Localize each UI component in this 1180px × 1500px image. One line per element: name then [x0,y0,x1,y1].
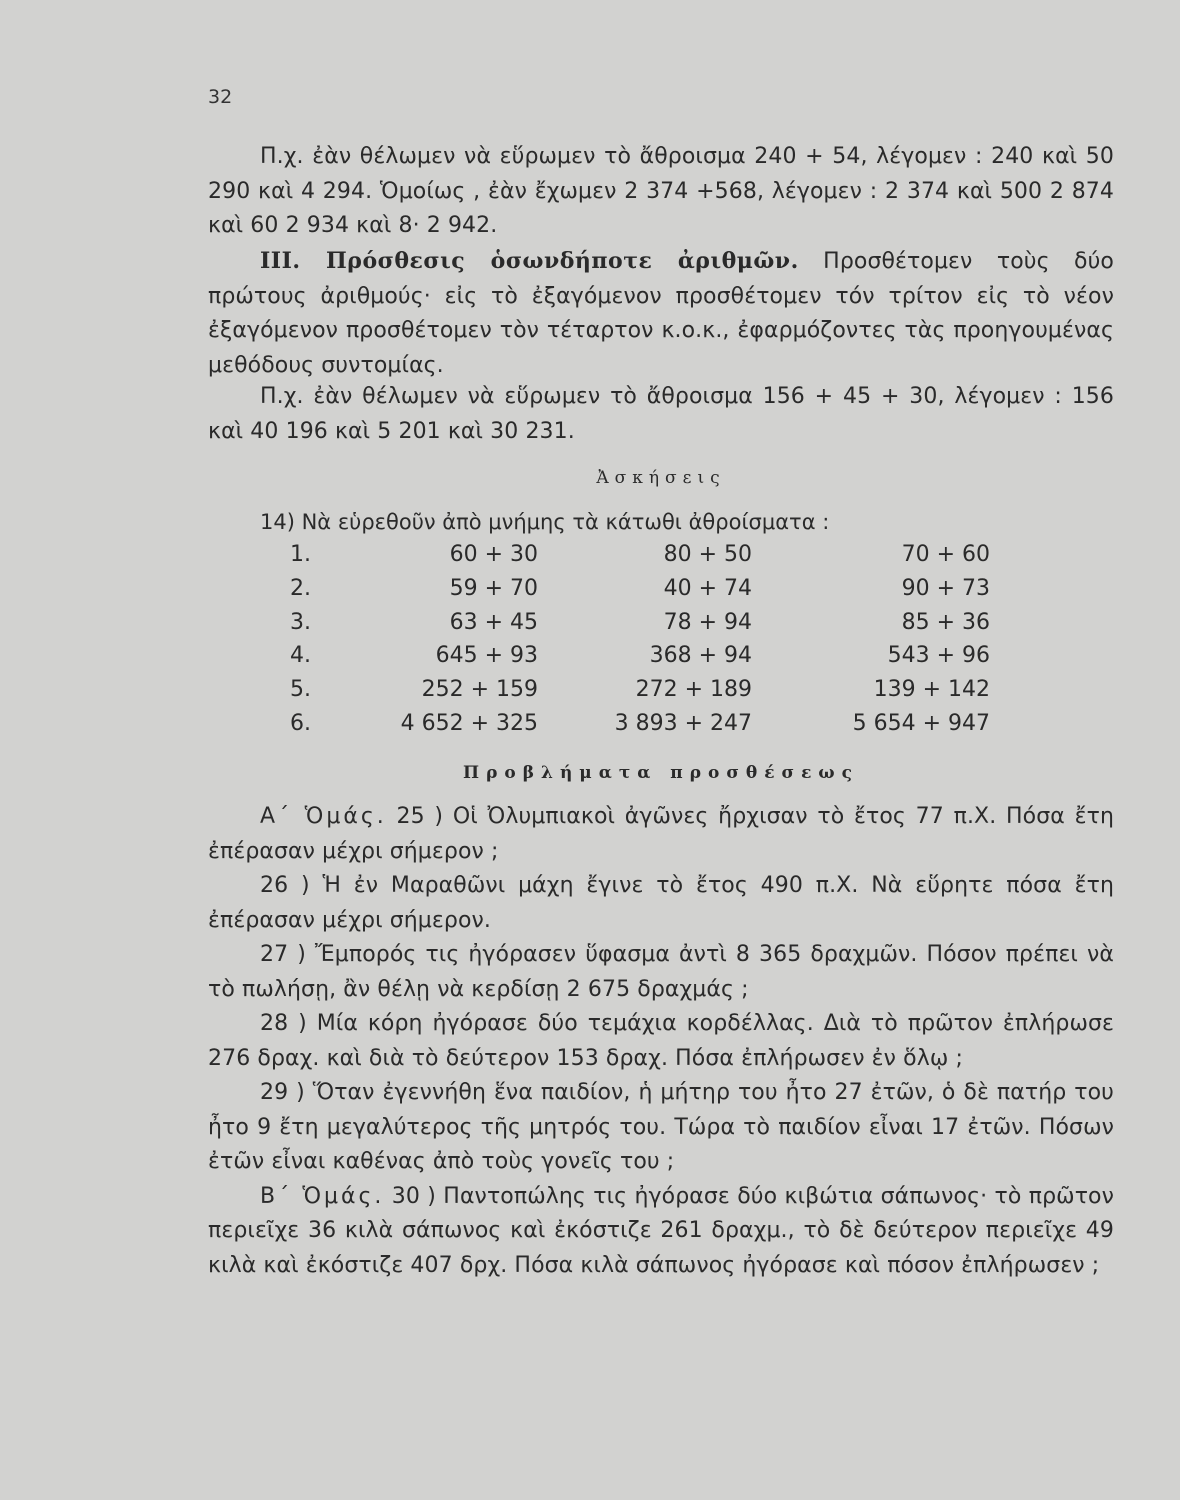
section-three [208,244,1114,383]
sum-col-1: 645 + 93 [435,643,538,669]
problems-list [208,800,1114,1283]
problem-30 [208,1180,1114,1284]
row-number: 2. [290,575,311,601]
sum-col-2: 80 + 50 [663,542,752,567]
sum-col-3: 5 654 + 947 [852,710,990,736]
page-number: 32 [208,86,233,108]
exercise-row [208,572,1114,606]
sum-col-1: 4 652 + 325 [400,710,538,736]
row-number: 3. [290,609,311,635]
exercise-table [208,538,1114,741]
row-number: 1. [290,542,311,567]
group-a-label: Α΄ Ὁμάς. [260,804,387,829]
problem-26: 26 ) Ἡ ἐν Μαραθῶνι μάχη ἔγινε τὸ ἔτος 490 π.Χ. Νὰ εὕρητε πόσα ἔτη ἐπέρασαν μέχρι σήμερον. [208,873,1114,933]
sum-col-2: 368 + 94 [649,643,752,669]
problem-27: 27 ) Ἔμπορός τις ἠγόρασεν ὕφασμα ἀντὶ 8 365 δραχμῶν. Πόσον πρέπει νὰ τὸ πωλήσῃ, ἂν θέλῃ νὰ κερδίσῃ 2 675 δραχμάς ; [208,942,1114,1002]
problem-28: 28 ) Μία κόρη ἠγόρασε δύο τεμάχια κορδέλλας. Διὰ τὸ πρῶτον ἐπλήρωσε 276 δραχ. καὶ διὰ τὸ δεύτερον 153 δραχ. Πόσα ἐπλήρωσεν ἐν ὅλῳ ; [208,1011,1114,1071]
section-three-text: Προσθέτομεν τοὺς δύο πρώτους ἀριθμούς· εἰς τὸ ἐξαγόμενον προσθέτομεν τόν τρίτον εἰς τὸ νέον ἐξαγόμενον προσθέτομεν τὸν τέταρτον κ.ο.κ., ἐφαρμόζοντες τὰς προηγουμένας μεθόδους συντομίας. [208,249,1114,378]
sum-col-1: 59 + 70 [449,575,538,601]
sum-col-3: 70 + 60 [901,542,990,567]
problem-25-text: 25 ) Οἱ Ὀλυμπιακοὶ ἀγῶνες ἤρχισαν τὸ ἔτος 77 π.Χ. Πόσα ἔτη ἐπέρασαν μέχρι σήμερον ; [208,804,1115,864]
sum-col-3: 543 + 96 [887,643,990,669]
group-b-label: Β΄ Ὁμάς. [260,1183,385,1209]
problem-30-text: 30 ) Παντοπώλης τις ἠγόρασε δύο κιβώτια σάπωνος· τὸ πρῶτον περιεῖχε 36 κιλὰ σάπωνος καὶ ἐκόστιζε 261 δραχμ., τὸ δὲ δεύτερον περιεῖχε 49 κιλὰ καὶ ἐκόστιζε 407 δρχ. Πόσα κιλὰ σάπωνος ἠγόρασε καὶ πόσον ἐπλήρωσεν ; [208,1183,1114,1278]
exercise-row [208,639,1114,673]
exercise-intro: 14) Νὰ εὑρεθοῦν ἀπὸ μνήμης τὰ κάτωθι ἀθροίσματα : [260,510,830,534]
row-number: 5. [290,677,311,703]
problem-29: 29 ) Ὅταν ἐγεννήθη ἕνα παιδίον, ἡ μήτηρ του ἦτο 27 ἐτῶν, ὁ δὲ πατήρ του ἦτο 9 ἔτη μεγαλύτερος τῆς μητρός του. Τώρα τὸ παιδίον εἶναι 17 ἐτῶν. Πόσων ἐτῶν εἶναι καθένας ἀπὸ τοὺς γονεῖς του ; [208,1080,1114,1174]
example-text: Π.χ. ἐὰν θέλωμεν νὰ εὕρωμεν τὸ ἄθροισμα 240 + 54, λέγομεν : 240 καὶ 50 290 καὶ 4 294. Ὁμοίως , ἐὰν ἔχωμεν 2 374 +568, λέγομεν : 2 374 καὶ 500 2 874 καὶ 60 2 934 καὶ 8· 2 942. [208,144,1114,238]
example-paragraph [208,140,1114,244]
exercise-row [208,606,1114,640]
section-three-paragraph [208,244,1114,383]
exercise-row [208,707,1114,741]
row-number: 4. [290,643,311,669]
sum-col-1: 63 + 45 [449,609,538,635]
problems-heading: Προβλήματα προσθέσεως [463,763,859,783]
sum-col-3: 139 + 142 [873,677,990,703]
sum-col-1: 252 + 159 [421,677,538,703]
sum-col-2: 272 + 189 [635,677,752,703]
section-three-heading: III. Πρόσθεσις ὁσωνδήποτε ἀριθμῶν. [260,248,799,274]
exercise-row [208,673,1114,707]
section-three-example-text: Π.χ. ἐὰν θέλωμεν νὰ εὕρωμεν τὸ ἄθροισμα 156 + 45 + 30, λέγομεν : 156 καὶ 40 196 καὶ 5 201 καὶ 30 231. [208,384,1114,444]
sum-col-2: 3 893 + 247 [614,710,752,736]
sum-col-3: 90 + 73 [901,575,990,601]
problem-25 [208,800,1114,869]
row-number: 6. [290,710,311,736]
exercise-row [208,538,1114,572]
section-three-example [208,380,1114,449]
sum-col-2: 78 + 94 [663,609,752,635]
exercises-heading: Ἀσκήσεις [596,468,726,488]
sum-col-2: 40 + 74 [663,575,752,601]
sum-col-3: 85 + 36 [901,609,990,635]
sum-col-1: 60 + 30 [449,542,538,567]
